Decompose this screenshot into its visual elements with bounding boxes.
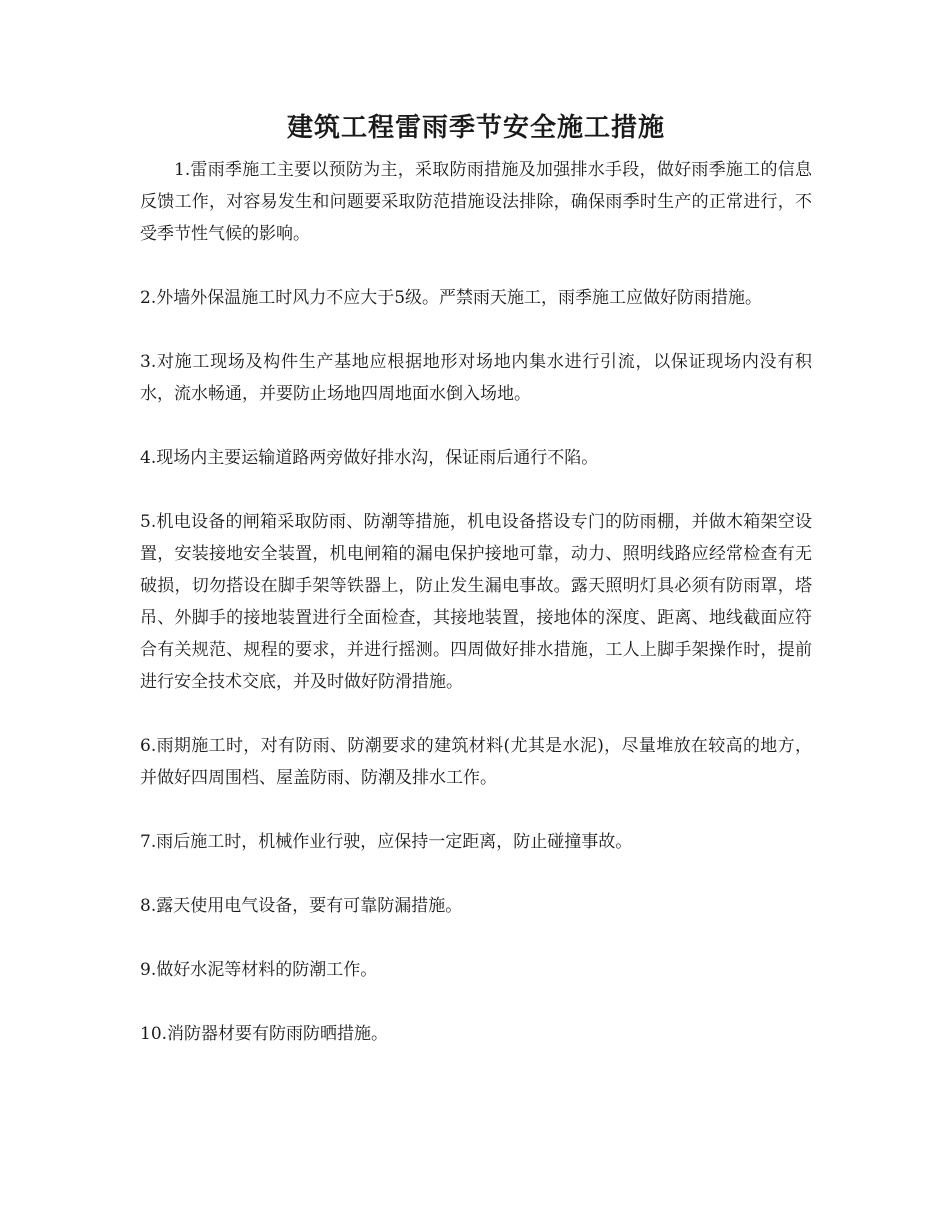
paragraph-7: 7.雨后施工时，机械作业行驶，应保持一定距离，防止碰撞事故。 (140, 832, 633, 852)
paragraph-10: 10.消防器材要有防雨防晒措施。 (140, 1024, 389, 1044)
document-title: 建筑工程雷雨季节安全施工措施 (286, 113, 665, 143)
paragraph-1: 1.雷雨季施工主要以预防为主，采取防雨措施及加强排水手段，做好雨季施工的信息反馈工作，对容易发生和问题要采取防范措施设法排除，确保雨季时生产的正常进行，不受季节性气候的影响。 (140, 160, 812, 244)
paragraph-2: 2.外墙外保温施工时风力不应大于5级。严禁雨天施工，雨季施工应做好防雨措施。 (140, 288, 763, 308)
paragraph-4: 4.现场内主要运输道路两旁做好排水沟，保证雨后通行不陷。 (140, 448, 599, 468)
paragraph-9: 9.做好水泥等材料的防潮工作。 (140, 960, 378, 980)
document-page (140, 110, 812, 1082)
paragraph-6: 6.雨期施工时，对有防雨、防潮要求的建筑材料(尤其是水泥)，尽量堆放在较高的地方，并做好四周围档、屋盖防雨、防潮及排水工作。 (140, 736, 812, 788)
paragraph-8: 8.露天使用电气设备，要有可靠防漏措施。 (140, 896, 463, 916)
paragraph-5: 5.机电设备的闸箱采取防雨、防潮等措施，机电设备搭设专门的防雨棚，并做木箱架空设置，安装接地安全装置，机电闸箱的漏电保护接地可靠，动力、照明线路应经常检查有无破损，切勿搭设在脚手架等铁器上，防止发生漏电事故。露天照明灯具必须有防雨罩，塔吊、外脚手的接地装置进行全面检查，其接地装置，接地体的深度、距离、地线截面应符合有关规范、规程的要求，并进行摇测。四周做好排水措施，工人上脚手架操作时，提前进行安全技术交底，并及时做好防滑措施。 (140, 512, 812, 692)
paragraph-3: 3.对施工现场及构件生产基地应根据地形对场地内集水进行引流，以保证现场内没有积水，流水畅通，并要防止场地四周地面水倒入场地。 (140, 352, 812, 404)
